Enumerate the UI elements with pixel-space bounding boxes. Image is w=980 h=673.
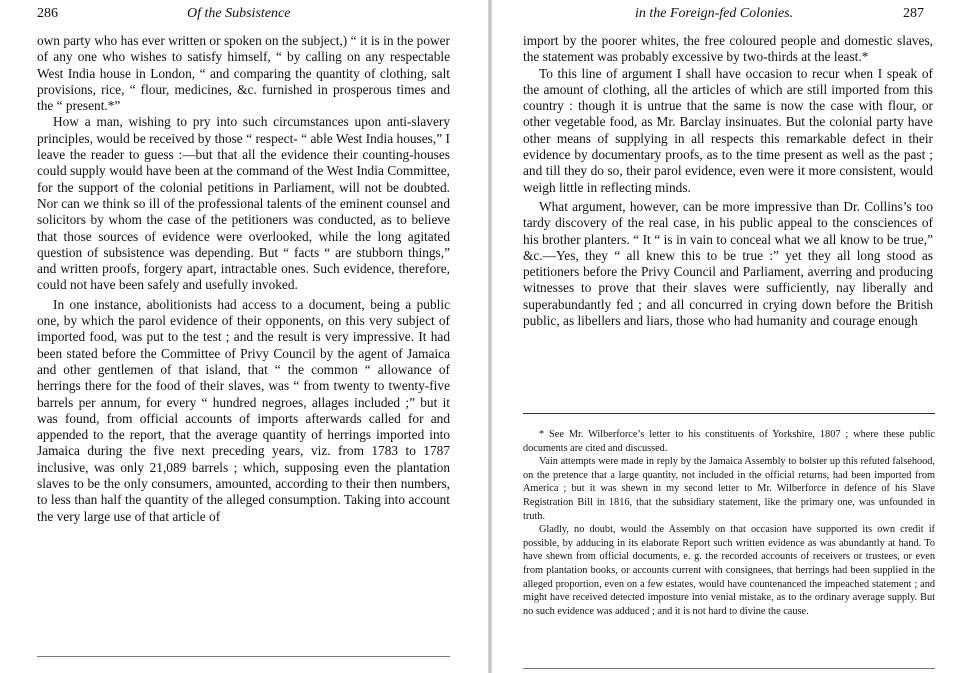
paragraph: How a man, wishing to pry into such circumstances upon anti-slavery principles, would be received by those “ respect- “ able West India houses,” I leave the reader to guess :—but that all the evidence their counting-houses could supply would have been at the command of the West India Committee, for the support of the colonial petitions in Parliament, will not be doubted. Nor can we think so ill of the professional talents of the eminent counsel and solicitors by whom the case of the petitioners was conducted, as to believe that those sources of evidence were overlooked, while the long agitated question of subsistence was depending. But “ facts “ are stubborn things,” and written proofs, forgery apart, intractable ones. Such evidence, therefore, could not have been safely and usefully invoked.: [37, 114, 450, 293]
paragraph: In one instance, abolitionists had access to a document, being a public one, by which the parol evidence of their opponents, on this very subject of imported food, was put to the test ; and the result is very impressive. It had been stated before the Committee of Privy Council by the agent of Jamaica and other gentlemen of that island, that “ the common “ allowance of herrings there for the food of their slaves, was “ from twenty to twenty-five barrels per annum, for every “ hundred negroes, allages included ;” but it was found, from official accounts of imports afterwards called for and appended to the report, that the average quantity of herrings imported into Jamaica during the five next preceding years, viz. from 1783 to 1787 inclusive, was only 21,089 barrels ; which, supposing even the plantation slaves to be the only consumers, amounted, according to their then numbers, to less than half the quantity of the alleged consumption. Taking into account the very large use of that article of: [37, 296, 450, 524]
bottom-rule-left: [37, 656, 450, 657]
footnote-rule: [523, 413, 935, 414]
running-title-right: in the Foreign-fed Colonies.: [635, 6, 794, 21]
bottom-rule-right: [523, 668, 935, 669]
paragraph: own party who has ever written or spoken on the subject,) “ it is in the power of any one who wishes to satisfy himself, “ by calling on any respectable West India house in London, “ and comparing the quantity of clothing, salt provisions, rice, “ flour, medicines, &c. furnished in prosperous times and the “ present.*”: [37, 33, 450, 114]
paragraph: import by the poorer whites, the free coloured people and domestic slaves, the statement was probably excessive by two-thirds at the least.*: [523, 33, 933, 65]
footnote: * See Mr. Wilberforce’s letter to his constituents of Yorkshire, 1807 ; where these public documents are cited and discussed.: [523, 429, 935, 454]
page-number-right: 287: [903, 6, 924, 21]
paragraph: To this line of argument I shall have occasion to recur when I speak of the amount of clothing, all the articles of which are still imported from this country : though it is untrue that the same is now the case with flour, or other vegetable food, as Mr. Barclay insinuates. But the colonial party have other means of supplying in all respects this remarkable defect in their evidence by documentary proofs, as to the time present as well as the past ; and till they do so, their parol evidence, even were it more consistent, would weigh little in reflecting minds.: [523, 65, 933, 195]
footnote: Gladly, no doubt, would the Assembly on that occasion have supported its own credit if possible, by adducing in its elaborate Report such written evidence as was abundantly at hand. To have shewn from official documents, e. g. the recorded accounts of receivers or trustees, or even from plantation books, or accounts current with consignees, that herrings had been supplied in the alleged proportion, even on a few estates, would have countenanced the impeached statement ; and might have received detected imposture into venial mistake, as to the ordinary average supply. But no such evidence was adduced ; and it is not hard to divine the cause.: [523, 524, 935, 617]
paragraph: What argument, however, can be more impressive than Dr. Collins’s too tardy discovery of the real case, in his public appeal to the consciences of his brother planters. “ It “ is in vain to conceal what we all know to be true,” &c.—Yes, they “ all knew this to be true :” yet they all long stood as petitioners before the Privy Council and Parliament, averring and producing witnesses to prove that their slaves were sufficiently, nay liberally and superabundantly fed ; and all concurred in crying down before the British public, as libellers and liars, those who had humanity and courage enough: [523, 198, 933, 329]
footnote: Vain attempts were made in reply by the Jamaica Assembly to bolster up this refuted falsehood, on the pretence that a large quantity, not included in the official returns, had been imported from America ; but it was shewn in my second letter to Mr. Wilberforce in defence of his Slave Registration Bill in 1816, that the subsidiary statement, like the primary one, was unfounded in truth.: [523, 456, 935, 522]
left-body-text: [37, 33, 450, 525]
right-page: [490, 0, 980, 673]
running-title-left: Of the Subsistence: [187, 6, 291, 21]
page-number-left: 286: [37, 6, 58, 21]
right-body-text: [523, 33, 933, 329]
footnotes: [523, 428, 935, 618]
